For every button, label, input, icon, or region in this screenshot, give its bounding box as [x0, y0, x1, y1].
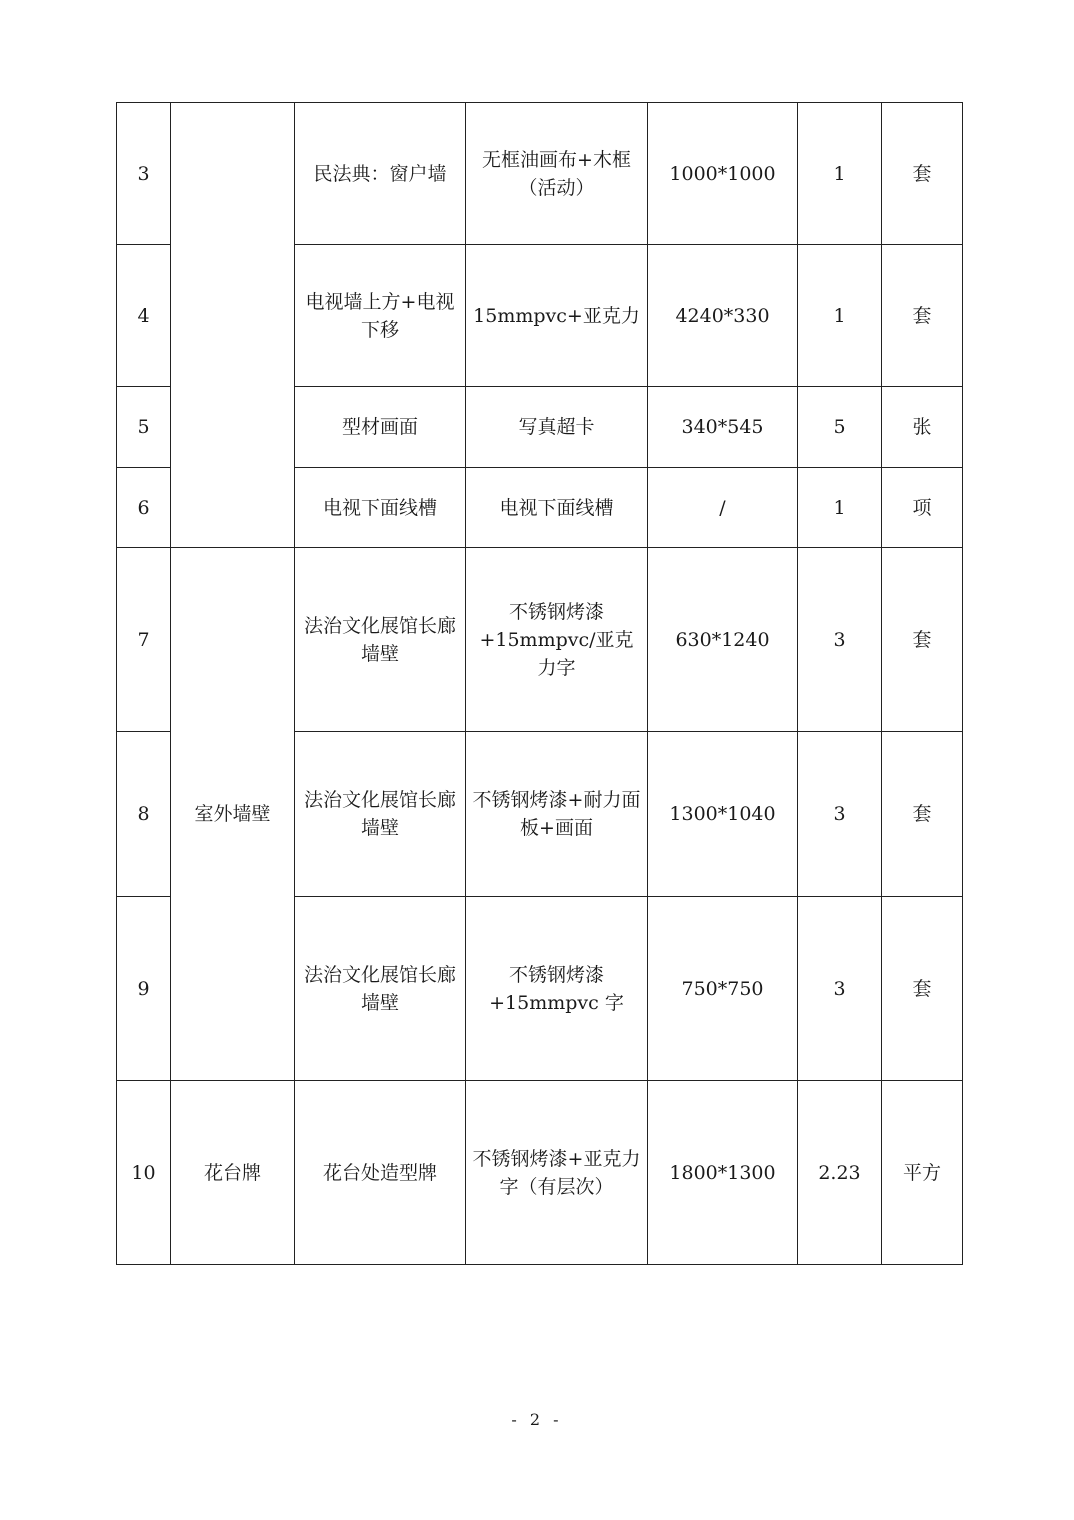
quantity: 2.23: [798, 1081, 882, 1265]
size: 340*545: [648, 387, 798, 468]
location-outdoor-wall: 室外墙壁: [171, 548, 295, 1081]
item-name: 电视墙上方+电视下移: [295, 245, 466, 387]
item-name: 法治文化展馆长廊墙壁: [295, 548, 466, 732]
row-number: 8: [117, 732, 171, 897]
location-flower-bed: 花台牌: [171, 1081, 295, 1265]
table-row: [117, 1081, 963, 1265]
page-number: - 2 -: [511, 1410, 563, 1429]
size: 1800*1300: [648, 1081, 798, 1265]
material: 写真超卡: [466, 387, 648, 468]
unit: 套: [882, 103, 963, 245]
size: 750*750: [648, 897, 798, 1081]
quantity: 1: [798, 103, 882, 245]
unit: 套: [882, 548, 963, 732]
material: 15mmpvc+亚克力: [466, 245, 648, 387]
size: 630*1240: [648, 548, 798, 732]
item-name: 民法典：窗户墙: [295, 103, 466, 245]
material: 不锈钢烤漆+亚克力字（有层次）: [466, 1081, 648, 1265]
quantity: 3: [798, 897, 882, 1081]
row-number: 5: [117, 387, 171, 468]
material: 不锈钢烤漆+15mmpvc 字: [466, 897, 648, 1081]
material: 电视下面线槽: [466, 468, 648, 548]
row-number: 4: [117, 245, 171, 387]
row-number: 3: [117, 103, 171, 245]
table-row: [117, 103, 963, 245]
item-name: 法治文化展馆长廊墙壁: [295, 897, 466, 1081]
quantity: 3: [798, 732, 882, 897]
unit: 平方: [882, 1081, 963, 1265]
unit: 套: [882, 245, 963, 387]
row-number: 10: [117, 1081, 171, 1265]
unit: 张: [882, 387, 963, 468]
item-name: 型材画面: [295, 387, 466, 468]
materials-table: [116, 102, 963, 1265]
table-row: [117, 548, 963, 732]
item-name: 法治文化展馆长廊墙壁: [295, 732, 466, 897]
row-number: 6: [117, 468, 171, 548]
location-cell-empty: [171, 103, 295, 548]
quantity: 1: [798, 245, 882, 387]
item-name: 电视下面线槽: [295, 468, 466, 548]
size: 4240*330: [648, 245, 798, 387]
item-name: 花台处造型牌: [295, 1081, 466, 1265]
quantity: 1: [798, 468, 882, 548]
unit: 项: [882, 468, 963, 548]
row-number: 9: [117, 897, 171, 1081]
material: 无框油画布+木框（活动）: [466, 103, 648, 245]
material: 不锈钢烤漆+耐力面板+画面: [466, 732, 648, 897]
material: 不锈钢烤漆+15mmpvc/亚克力字: [466, 548, 648, 732]
quantity: 3: [798, 548, 882, 732]
quantity: 5: [798, 387, 882, 468]
row-number: 7: [117, 548, 171, 732]
size: 1300*1040: [648, 732, 798, 897]
size: /: [648, 468, 798, 548]
unit: 套: [882, 732, 963, 897]
size: 1000*1000: [648, 103, 798, 245]
unit: 套: [882, 897, 963, 1081]
